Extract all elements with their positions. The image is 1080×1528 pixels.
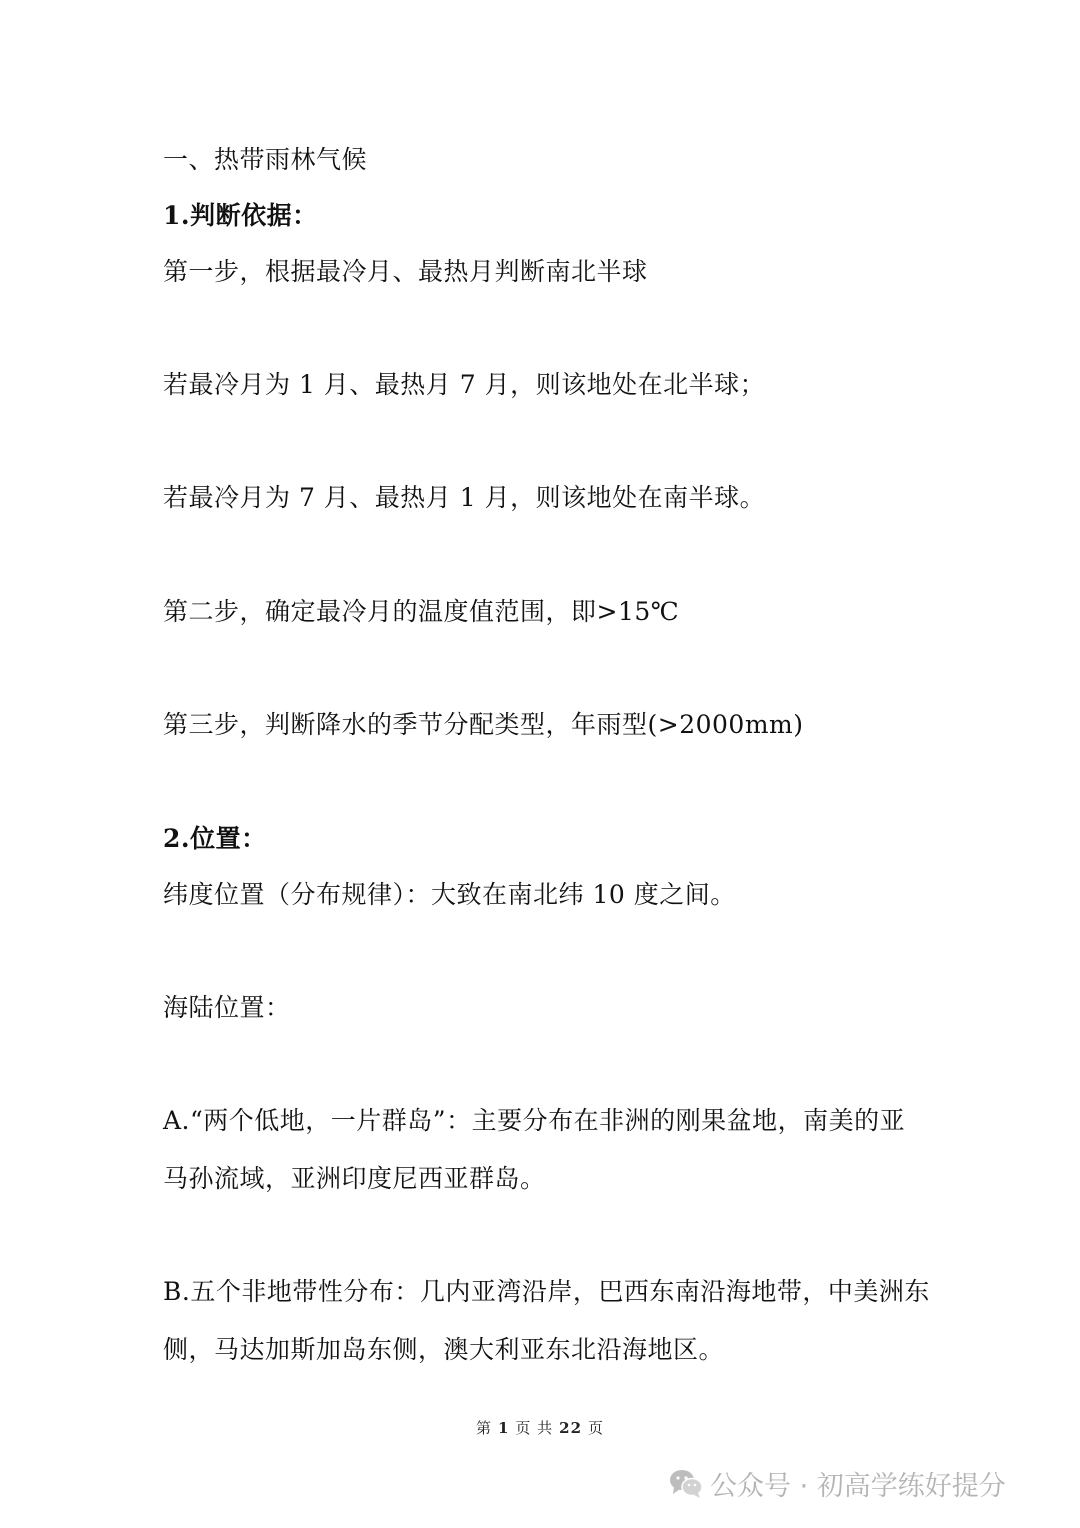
footer-prefix: 第 xyxy=(475,1419,492,1437)
paragraph-a-line1: A.“两个低地，一片群岛”：主要分布在非洲的刚果盆地，南美的亚 xyxy=(163,1106,906,1135)
footer-suffix: 页 xyxy=(588,1419,605,1437)
paragraph-step1: 第一步，根据最冷月、最热月判断南北半球 xyxy=(163,257,648,286)
paragraph-a-line2: 马孙流域，亚洲印度尼西亚群岛。 xyxy=(163,1164,546,1193)
paragraph-north: 若最冷月为 1 月、最热月 7 月，则该地处在北半球； xyxy=(163,370,766,399)
subheading-location: 2.位置： xyxy=(163,824,267,853)
section-heading: 一、热带雨林气候 xyxy=(163,145,368,174)
footer-total-pages: 22 xyxy=(559,1419,583,1437)
subheading-criteria: 1.判断依据： xyxy=(163,201,318,230)
paragraph-step2: 第二步，确定最冷月的温度值范围，即>15℃ xyxy=(163,597,680,626)
paragraph-b-line1: B.五个非地带性分布：几内亚湾沿岸，巴西东南沿海地带，中美洲东 xyxy=(163,1277,930,1306)
paragraph-step3: 第三步，判断降水的季节分配类型，年雨型(>2000mm) xyxy=(163,710,804,739)
paragraph-b-line2: 侧，马达加斯加岛东侧，澳大利亚东北沿海地区。 xyxy=(163,1335,725,1364)
paragraph-land-sea: 海陆位置： xyxy=(163,993,291,1022)
wechat-icon xyxy=(668,1467,704,1499)
watermark xyxy=(668,1463,1006,1503)
footer-middle: 页 共 xyxy=(515,1419,554,1437)
footer-page-number: 1 xyxy=(497,1419,510,1437)
paragraph-south: 若最冷月为 7 月、最热月 1 月，则该地处在南半球。 xyxy=(163,483,766,512)
watermark-text: 公众号 · 初高学练好提分 xyxy=(710,1470,1006,1502)
page-footer xyxy=(0,1417,1080,1439)
paragraph-latitude: 纬度位置（分布规律）：大致在南北纬 10 度之间。 xyxy=(163,880,736,909)
